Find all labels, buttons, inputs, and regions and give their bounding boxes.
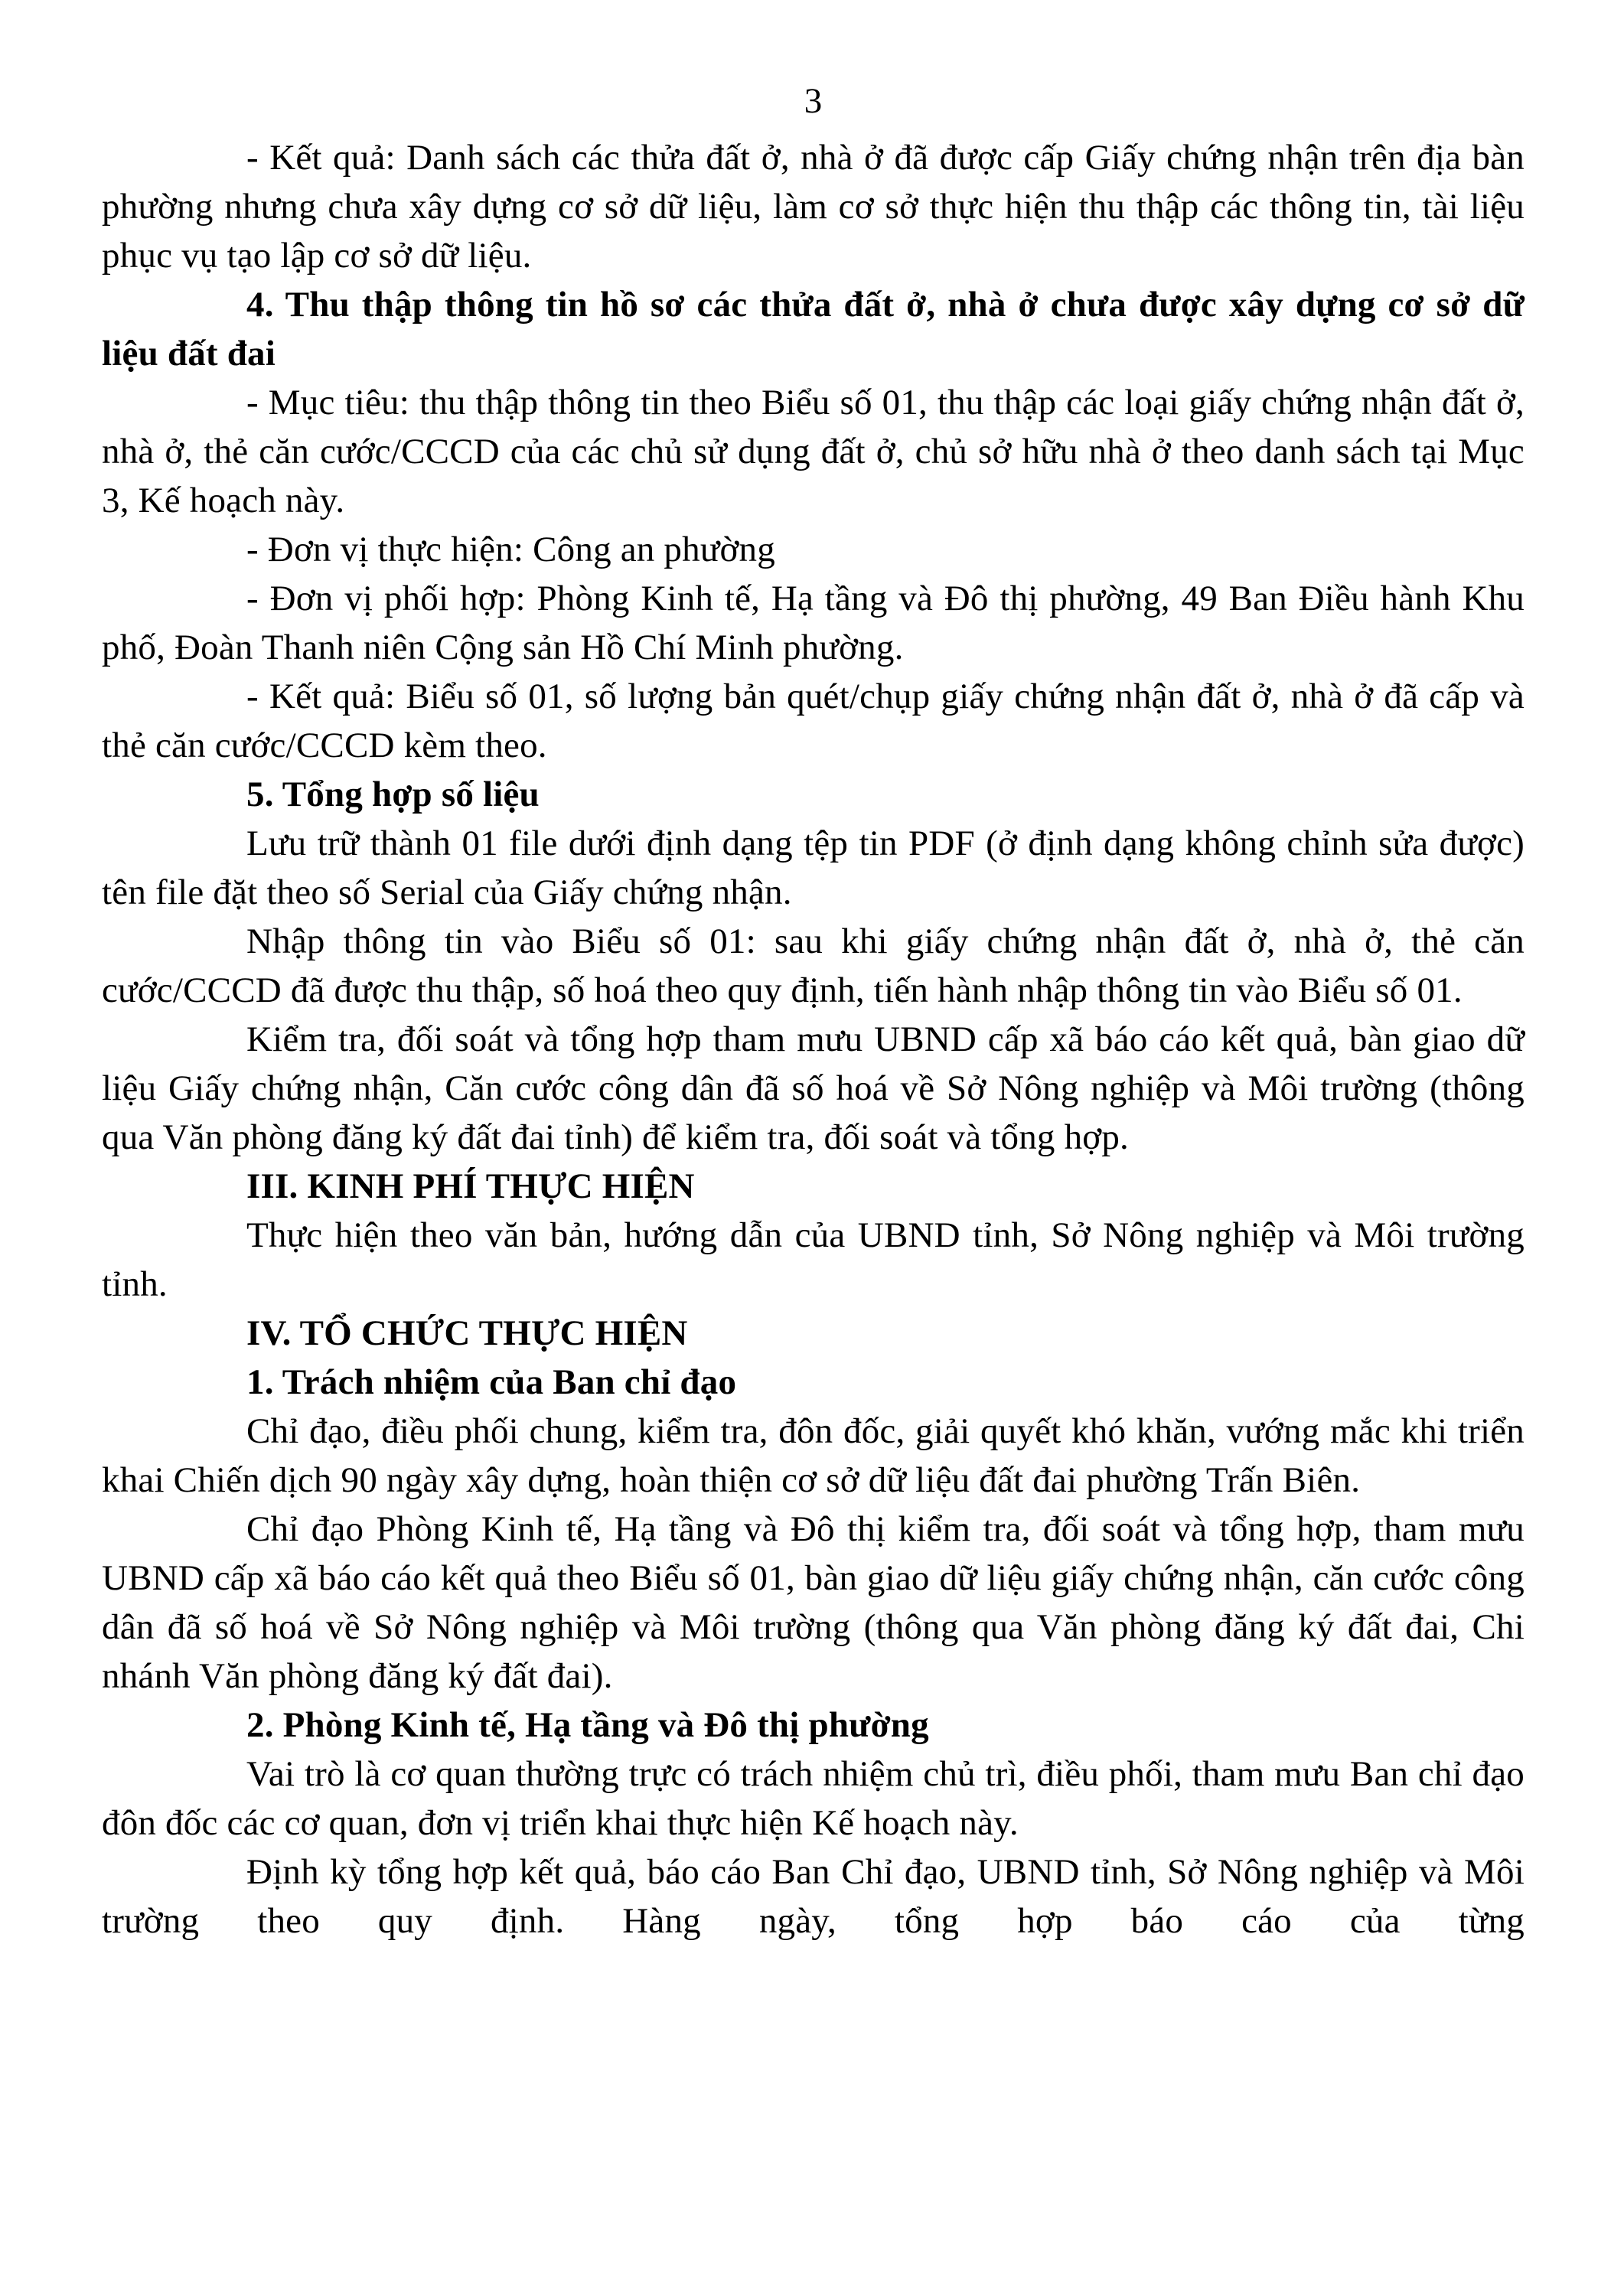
- page-number: 3: [804, 81, 823, 121]
- paragraph-don-vi-thuc-hien: - Đơn vị thực hiện: Công an phường: [246, 530, 775, 569]
- paragraph-kiem-tra-doi-soat: Kiểm tra, đối soát và tổng hợp tham mưu UBND cấp xã báo cáo kết quả, bàn giao dữ liệu Giấy chứng nhận, Căn cước công dân đã số hoá về Sở Nông nghiệp và Môi trường (thông qua Văn phòng đăng ký đất đai tỉnh) để kiểm tra, đối soát và tổng hợp.: [102, 1019, 1525, 1157]
- heading-item-1-trach-nhiem: 1. Trách nhiệm của Ban chỉ đạo: [246, 1362, 737, 1402]
- paragraph-ket-qua-bieu-so-01: - Kết quả: Biểu số 01, số lượng bản quét/chụp giấy chứng nhận đất ở, nhà ở đã cấp và thẻ căn cước/CCCD kèm theo.: [102, 677, 1525, 765]
- paragraph-luu-tru-pdf: Lưu trữ thành 01 file dưới định dạng tệp tin PDF (ở định dạng không chỉnh sửa được) tên file đặt theo số Serial của Giấy chứng nhận.: [102, 823, 1525, 912]
- paragraph-thuc-hien-theo-van-ban: Thực hiện theo văn bản, hướng dẫn của UBND tỉnh, Sở Nông nghiệp và Môi trường tỉnh.: [102, 1215, 1525, 1304]
- paragraph-chi-dao-phong-kinh-te: Chỉ đạo Phòng Kinh tế, Hạ tầng và Đô thị kiểm tra, đối soát và tổng hợp, tham mưu UBND cấp xã báo cáo kết quả theo Biểu số 01, bàn giao dữ liệu giấy chứng nhận, căn cước công dân đã số hoá về Sở Nông nghiệp và Môi trường (thông qua Văn phòng đăng ký đất đai, Chi nhánh Văn phòng đăng ký đất đai).: [102, 1509, 1525, 1696]
- heading-section-4: 4. Thu thập thông tin hồ sơ các thửa đất ở, nhà ở chưa được xây dựng cơ sở dữ liệu đất đai: [102, 285, 1525, 373]
- paragraph-nhap-thong-tin: Nhập thông tin vào Biểu số 01: sau khi giấy chứng nhận đất ở, nhà ở, thẻ căn cước/CCCD đã được thu thập, số hoá theo quy định, tiến hành nhập thông tin vào Biểu số 01.: [102, 921, 1525, 1010]
- paragraph-chi-dao-dieu-phoi: Chỉ đạo, điều phối chung, kiểm tra, đôn đốc, giải quyết khó khăn, vướng mắc khi triển khai Chiến dịch 90 ngày xây dựng, hoàn thiện cơ sở dữ liệu đất đai phường Trấn Biên.: [102, 1411, 1525, 1500]
- heading-section-5: 5. Tổng hợp số liệu: [246, 775, 540, 814]
- heading-section-iii-kinh-phi: III. KINH PHÍ THỰC HIỆN: [246, 1166, 695, 1206]
- paragraph-vai-tro-co-quan: Vai trò là cơ quan thường trực có trách nhiệm chủ trì, điều phối, tham mưu Ban chỉ đạo đôn đốc các cơ quan, đơn vị triển khai thực hiện Kế hoạch này.: [102, 1754, 1525, 1843]
- paragraph-don-vi-phoi-hop: - Đơn vị phối hợp: Phòng Kinh tế, Hạ tầng và Đô thị phường, 49 Ban Điều hành Khu phố, Đoàn Thanh niên Cộng sản Hồ Chí Minh phường.: [102, 579, 1525, 667]
- paragraph-muc-tieu: - Mục tiêu: thu thập thông tin theo Biểu số 01, thu thập các loại giấy chứng nhận đất ở, nhà ở, thẻ căn cước/CCCD của các chủ sử dụng đất ở, chủ sở hữu nhà ở theo danh sách tại Mục 3, Kế hoạch này.: [102, 383, 1525, 520]
- paragraph-dinh-ky-tong-hop: Định kỳ tổng hợp kết quả, báo cáo Ban Chỉ đạo, UBND tỉnh, Sở Nông nghiệp và Môi trường theo quy định. Hàng ngày, tổng hợp báo cáo của từng: [102, 1852, 1525, 1941]
- paragraph-ket-qua-danh-sach: - Kết quả: Danh sách các thửa đất ở, nhà ở đã được cấp Giấy chứng nhận trên địa bàn phường nhưng chưa xây dựng cơ sở dữ liệu, làm cơ sở thực hiện thu thập các thông tin, tài liệu phục vụ tạo lập cơ sở dữ liệu.: [102, 138, 1525, 276]
- heading-section-iv-to-chuc: IV. TỔ CHỨC THỰC HIỆN: [246, 1313, 688, 1353]
- heading-item-2-phong-kinh-te: 2. Phòng Kinh tế, Hạ tầng và Đô thị phường: [246, 1705, 929, 1745]
